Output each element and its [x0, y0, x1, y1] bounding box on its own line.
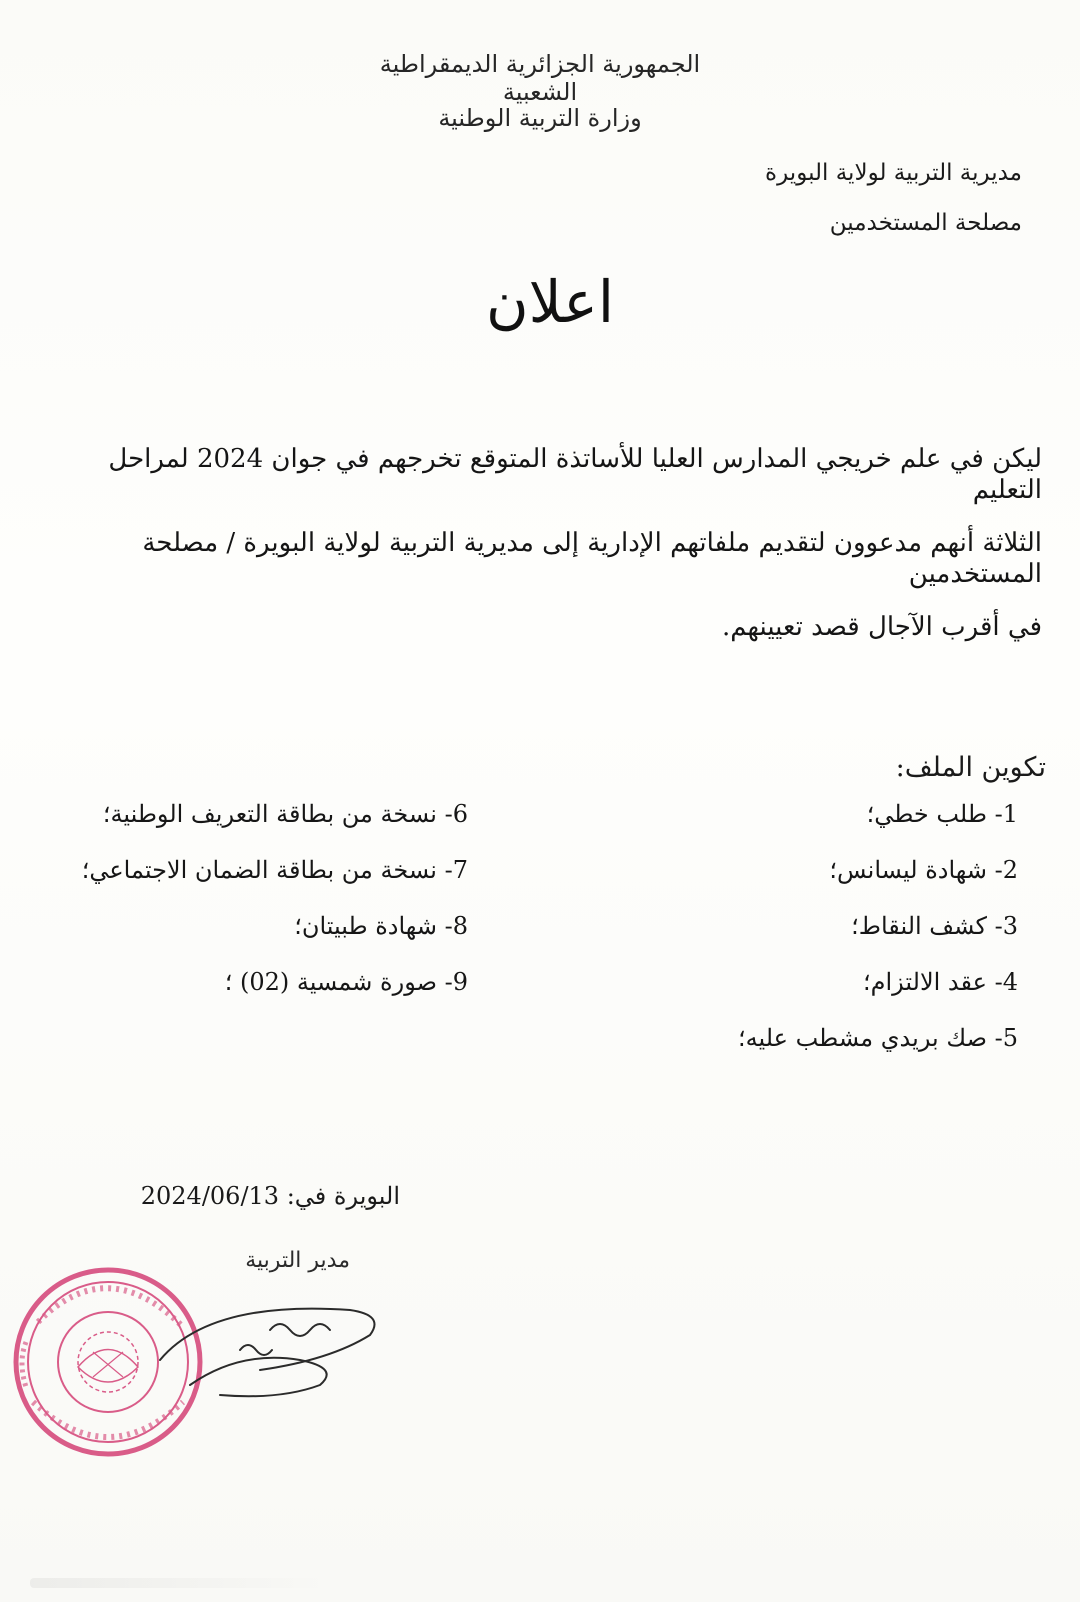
dossier-item-7: 7- نسخة من بطاقة الضمان الاجتماعي؛	[81, 856, 468, 884]
dossier-item-4: 4- عقد الالتزام؛	[862, 968, 1018, 996]
footer-mark	[30, 1578, 330, 1588]
dossier-item-5: 5- صك بريدي مشطب عليه؛	[737, 1024, 1018, 1052]
body-line-3: في أقرب الآجال قصد تعيينهم.	[721, 612, 1042, 642]
dossier-item-6: 6- نسخة من بطاقة التعريف الوطنية؛	[102, 800, 468, 828]
dossier-heading: تكوين الملف:	[895, 752, 1046, 783]
body-line-1: ليكن في علم خريجي المدارس العليا للأساتذة المتوقع تخرجهم في جوان 2024 لمراحل التعليم	[108, 444, 1042, 506]
dossier-item-9: 9- صورة شمسية (02) ؛	[224, 968, 468, 996]
signature-scribble	[160, 1309, 375, 1397]
dossier-item-3: 3- كشف النقاط؛	[851, 912, 1018, 940]
service-header: مصلحة المستخدمين	[829, 210, 1022, 236]
dossier-item-8: 8- شهادة طبيتان؛	[294, 912, 468, 940]
place-date: البويرة في: 2024/06/13	[140, 1182, 400, 1210]
director-title: مدير التربية	[245, 1248, 350, 1273]
directorate-header: مديرية التربية لولاية البويرة	[765, 160, 1022, 186]
body-line-2: الثلاثة أنهم مدعوون لتقديم ملفاتهم الإدارية إلى مديرية التربية لولاية البويرة / مصلحة المستخدمين	[142, 528, 1042, 590]
ministry-header: وزارة التربية الوطنية	[438, 104, 642, 132]
dossier-item-2: 2- شهادة ليسانس؛	[829, 856, 1018, 884]
republic-header: الجمهورية الجزائرية الديمقراطية الشعبية	[379, 50, 701, 106]
announcement-title: اعلان	[486, 268, 614, 336]
dossier-item-1: 1- طلب خطي؛	[866, 800, 1018, 828]
signature	[150, 1290, 390, 1420]
